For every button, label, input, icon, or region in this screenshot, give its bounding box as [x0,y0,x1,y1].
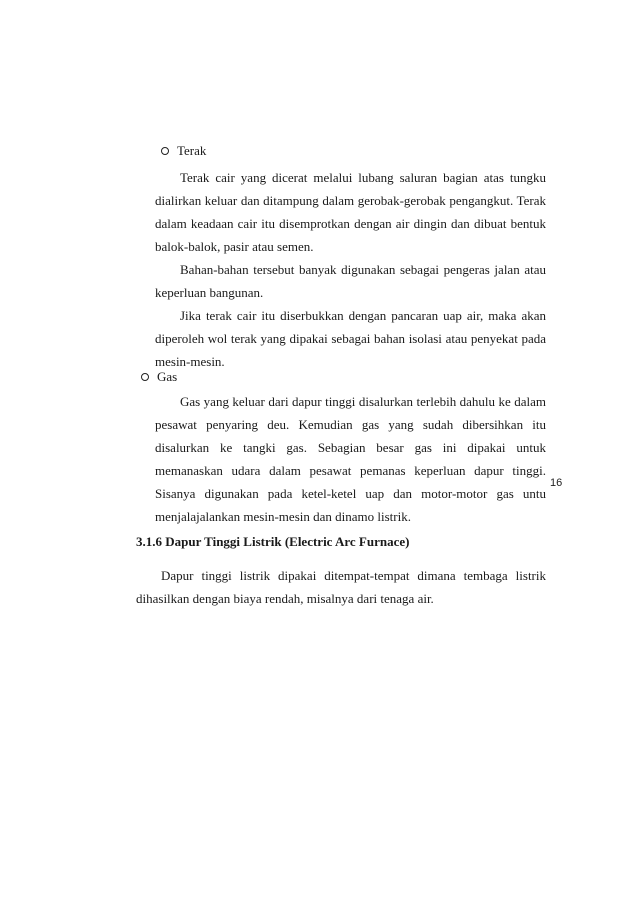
paragraph-terak-2: Bahan-bahan tersebut banyak digunakan sebagai pengeras jalan atau keperluan bangunan. [155,262,546,301]
bullet-icon [161,147,169,155]
paragraph-terak-1: Terak cair yang dicerat melalui lubang saluran bagian atas tungku dialirkan keluar dan ditampung dalam gerobak-gerobak pengangkut. Terak dalam keadaan cair itu disemprotkan dengan air dingin dan dibuat bentuk balok-balok, pasir atau semen. [155,170,546,255]
bullet-label-terak: Terak [177,143,207,158]
paragraph-terak-3: Jika terak cair itu diserbukkan dengan pancaran uap air, maka akan diperoleh wol terak yang dipakai sebagai bahan isolasi atau penyekat pada mesin-mesin. [155,308,546,370]
paragraph-section-1: Dapur tinggi listrik dipakai ditempat-tempat dimana tembaga listrik dihasilkan dengan biaya rendah, misalnya dari tenaga air. [136,568,546,607]
bullet-icon [141,373,149,381]
page-number: 16 [547,476,565,490]
section-heading: 3.1.6 Dapur Tinggi Listrik (Electric Arc Furnace) [136,534,410,549]
bullet-label-gas: Gas [157,369,178,384]
bullet-item-terak [161,143,206,159]
paragraph-gas-1: Gas yang keluar dari dapur tinggi disalurkan terlebih dahulu ke dalam pesawat penyaring deu. Kemudian gas yang sudah dibersihkan itu disalurkan ke tangki gas. Sebagian besar gas ini dipakai untuk memanaskan udara dalam pesawat pemanas keperluan dapur tinggi. Sisanya digunakan pada ketel-ketel uap dan motor-motor gas untu menjalajalankan mesin-mesin dan dinamo listrik. [155,394,546,525]
bullet-item-gas [141,369,177,385]
